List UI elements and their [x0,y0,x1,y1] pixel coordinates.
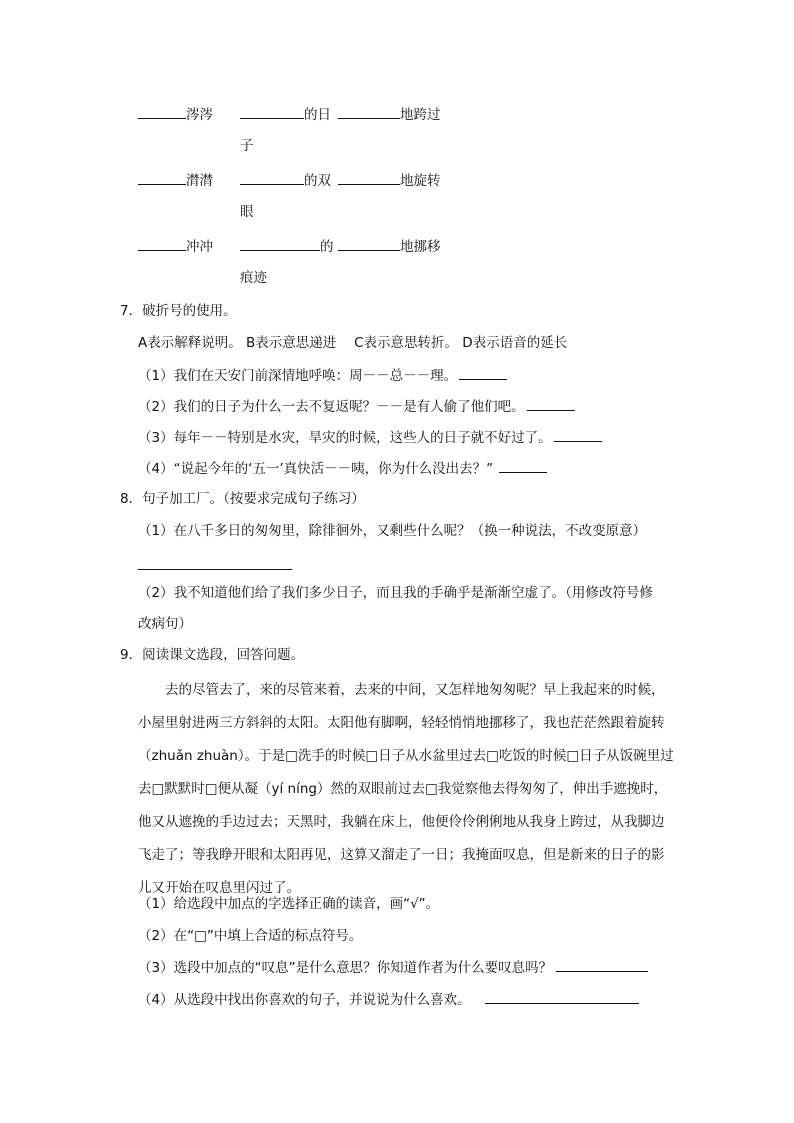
q9-item-3-text: （3）选段中加点的“叹息”是什么意思？你知道作者为什么要叹息吗？ [138,960,553,976]
answer-blank[interactable] [240,172,304,185]
row-1-word-2: 的日 [304,107,331,123]
answer-blank[interactable] [138,238,186,251]
q8-answer-line [138,556,292,576]
fill-row-2-col-2 [240,171,331,191]
q7-item-4 [138,459,547,479]
row-1-word-1: 涔涔 [186,107,213,123]
row-2-word-3: 地旋转 [400,173,441,189]
answer-blank[interactable] [499,460,547,473]
row-1-extra: 子 [240,138,254,154]
row-1-word-3: 地跨过 [400,107,441,123]
q7-item-1 [138,366,507,386]
q9-title: 9．阅读课文选段，回答问题。 [120,647,305,663]
answer-blank[interactable] [338,238,400,251]
q7-item-3-text: （3）每年－－特别是水灾，旱灾的时候，这些人的日子就不好过了。 [138,430,552,446]
q9-item-1: （1）给选段中加点的字选择正确的读音，画“√”。 [138,896,440,912]
q9-item-2: （2）在“□”中填上合适的标点符号。 [138,928,363,944]
answer-blank[interactable] [240,106,304,119]
q8-title: 8．句子加工厂。（按要求完成句子练习） [120,491,365,507]
answer-blank[interactable] [138,557,292,570]
q8-item-1: （1）在八千多日的匆匆里，除徘徊外，又剩些什么呢？（换一种说法，不改变原意） [138,523,647,539]
fill-row-1-col-1 [138,105,213,125]
fill-row-1-col-2 [240,105,331,125]
answer-blank[interactable] [240,238,320,251]
row-2-extra: 眼 [240,204,254,220]
q9-item-4-text: （4）从选段中找出你喜欢的句子，并说说为什么喜欢。 [138,992,471,1008]
q7-item-4-text: （4）“说起今年的‘五一’真快活－－咦，你为什么没出去？” [138,461,494,477]
fill-row-2-col-3 [338,171,441,191]
fill-row-3-col-3 [338,237,441,257]
answer-blank[interactable] [485,991,639,1004]
fill-row-3-col-2 [240,237,334,257]
answer-blank[interactable] [554,429,602,442]
fill-row-3-col-1 [138,237,213,257]
q7-title: 7．破折号的使用。 [120,303,237,319]
q9-passage: 去的尽管去了，来的尽管来着，去来的中间，又怎样地匆匆呢？早上我起来的时候，小屋里射进两三方斜斜的太阳。太阳他有脚啊，轻轻悄悄地挪移了，我也茫茫然跟着旋转（zhuǎn zhuàn）。于是□洗手的时候□日子从水盆里过去□吃饭的时候□日子从饭碗里过去□默默时□便从凝（yí níng）然的双眼前过去□我觉察他去得匆匆了，伸出手遮挽时，他又从遮挽的手边过去；天黑时，我躺在床上，他便伶伶俐俐地从我身上跨过，从我脚边飞走了；等我睁开眼和太阳再见，这算又溜走了一日；我掩面叹息，但是新来的日子的影儿又开始在叹息里闪过了。 [138,682,674,896]
fill-row-1-col-3 [338,105,441,125]
answer-blank[interactable] [138,106,186,119]
row-3-word-2: 的 [320,239,334,255]
q9-item-4 [138,990,639,1010]
fill-row-2-col-1 [138,171,213,191]
q7-item-3 [138,428,602,448]
answer-blank[interactable] [459,367,507,380]
row-3-extra: 痕迹 [240,270,267,286]
q7-item-1-text: （1）我们在天安门前深情地呼唤：周－－总－－理。 [138,368,458,384]
q7-item-2 [138,397,575,417]
answer-blank[interactable] [338,172,400,185]
q8-item-2-line-2: 改病句） [138,616,192,632]
row-2-word-1: 潸潸 [186,173,213,189]
row-3-word-1: 冲冲 [186,239,213,255]
row-3-word-3: 地挪移 [400,239,441,255]
answer-blank[interactable] [556,959,648,972]
answer-blank[interactable] [527,398,575,411]
q7-options: A表示解释说明。 B表示意思递进 C表示意思转折。 D表示语音的延长 [138,335,568,351]
q9-item-3 [138,958,648,978]
row-2-word-2: 的双 [304,173,331,189]
q7-item-2-text: （2）我们的日子为什么一去不复返呢？－－是有人偷了他们吧。 [138,399,525,415]
q8-item-2-line-1: （2）我不知道他们给了我们多少日子，而且我的手确乎是渐渐空虚了。（用修改符号修 [138,585,653,601]
answer-blank[interactable] [338,106,400,119]
answer-blank[interactable] [138,172,186,185]
